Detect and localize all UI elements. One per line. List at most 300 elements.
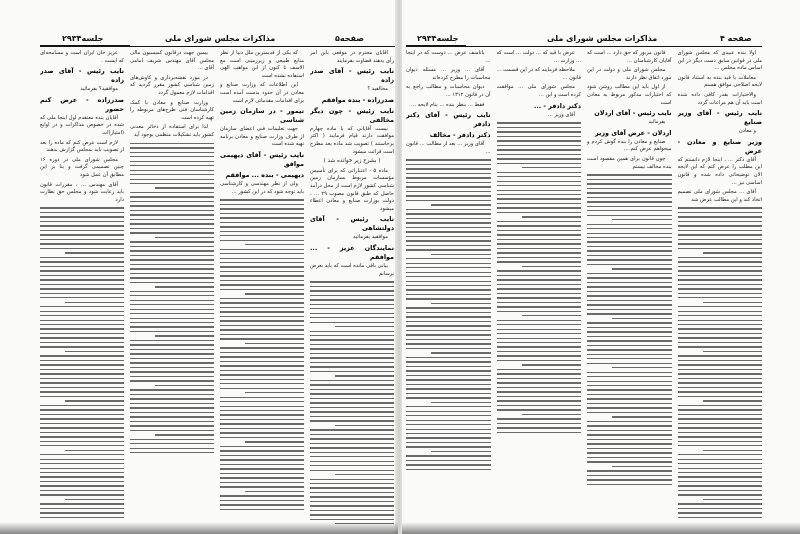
text-line bbox=[40, 207, 124, 208]
text-line bbox=[220, 401, 304, 402]
text-line bbox=[335, 474, 394, 475]
text-line bbox=[678, 288, 763, 289]
text-line bbox=[220, 406, 304, 407]
text-line bbox=[406, 249, 491, 250]
text-line bbox=[587, 286, 672, 287]
left-page bbox=[0, 0, 398, 534]
paragraph: ولی از نظر مهندسی و کارشناسی باید توجه شود که در این کشور ... bbox=[220, 180, 304, 195]
text-line bbox=[310, 322, 394, 323]
text-line bbox=[587, 345, 672, 346]
text-line bbox=[310, 348, 394, 349]
text-line bbox=[406, 312, 491, 313]
text-line bbox=[497, 136, 582, 137]
text-line bbox=[431, 451, 490, 452]
page-edge-shadow bbox=[402, 522, 800, 534]
paragraph: از اول باید این مطالب روشن شود که اختیارات مذکور مربوط به معادن است bbox=[587, 84, 672, 106]
header-rule bbox=[130, 46, 398, 47]
text-line bbox=[587, 188, 672, 189]
text-line bbox=[587, 295, 672, 296]
text-line bbox=[40, 427, 124, 428]
text-line bbox=[220, 226, 304, 227]
text-line bbox=[220, 450, 304, 451]
text-line bbox=[155, 187, 214, 188]
text-line bbox=[40, 346, 124, 347]
text-line bbox=[678, 279, 763, 280]
text-line bbox=[678, 485, 763, 486]
text-line bbox=[310, 407, 394, 408]
text-line bbox=[406, 442, 491, 443]
text-line bbox=[220, 383, 304, 384]
text-line bbox=[220, 262, 304, 263]
text-line bbox=[220, 334, 304, 335]
text-line bbox=[678, 216, 763, 217]
speaker-heading: نایب رئیس - آقای صدر زاده bbox=[40, 67, 124, 85]
text-line bbox=[678, 468, 763, 469]
text-line bbox=[155, 335, 214, 336]
text-line bbox=[130, 322, 214, 323]
text-line bbox=[587, 470, 672, 471]
text-line bbox=[612, 416, 671, 417]
text-line bbox=[406, 191, 491, 192]
text-line bbox=[612, 318, 671, 319]
text-line bbox=[155, 385, 214, 386]
text-line bbox=[587, 331, 672, 332]
text-line bbox=[497, 149, 582, 150]
text-line bbox=[497, 261, 582, 262]
text-line bbox=[155, 237, 214, 238]
text-line bbox=[40, 472, 124, 473]
left-page-columns bbox=[40, 50, 394, 524]
text-line bbox=[587, 452, 672, 453]
text-line bbox=[497, 158, 582, 159]
text-line bbox=[310, 402, 394, 403]
text-line bbox=[587, 385, 672, 386]
text-line bbox=[130, 313, 214, 314]
text-line bbox=[130, 183, 214, 184]
text-line bbox=[130, 210, 214, 211]
text-line bbox=[130, 179, 214, 180]
page-number: صفحه۵ bbox=[335, 34, 364, 43]
text-line bbox=[220, 365, 304, 366]
text-line bbox=[522, 315, 581, 316]
text-line bbox=[406, 370, 491, 371]
text-line bbox=[497, 400, 582, 401]
text-line bbox=[130, 300, 214, 301]
text-line bbox=[130, 304, 214, 305]
text-line bbox=[40, 243, 124, 244]
text-line bbox=[220, 356, 304, 357]
text-line bbox=[587, 439, 672, 440]
text-line bbox=[406, 339, 491, 340]
text-line bbox=[310, 299, 394, 300]
text-line bbox=[130, 421, 214, 422]
text-line bbox=[678, 248, 763, 249]
text-line bbox=[587, 448, 672, 449]
speaker-heading: تیمور - در سازمان زمین شناسی bbox=[220, 107, 304, 125]
text-line bbox=[587, 372, 672, 373]
text-line bbox=[130, 223, 214, 224]
text-line bbox=[220, 338, 304, 339]
text-line bbox=[310, 456, 394, 457]
text-line bbox=[497, 172, 582, 173]
text-line bbox=[220, 504, 304, 505]
text-line bbox=[678, 427, 763, 428]
text-line bbox=[587, 282, 672, 283]
text-line bbox=[40, 324, 124, 325]
text-line bbox=[310, 429, 394, 430]
text-line bbox=[220, 397, 304, 398]
text-line bbox=[40, 391, 124, 392]
text-line bbox=[130, 362, 214, 363]
text-line bbox=[497, 311, 582, 312]
text-line bbox=[130, 219, 214, 220]
text-line bbox=[40, 337, 124, 338]
text-line bbox=[130, 250, 214, 251]
text-line bbox=[497, 355, 582, 356]
text-line bbox=[310, 344, 394, 345]
text-line bbox=[220, 284, 304, 285]
text-line bbox=[678, 494, 763, 495]
paragraph: بفرمائید bbox=[648, 119, 666, 126]
text-line bbox=[497, 154, 582, 155]
paragraph: آقای ... وزیر ... مسئله دیوان محاسبات را مطرح کرده‌اند bbox=[406, 67, 491, 81]
text-line bbox=[220, 459, 304, 460]
text-line bbox=[587, 322, 672, 323]
text-line bbox=[220, 316, 304, 317]
text-line bbox=[310, 389, 394, 390]
text-line bbox=[587, 313, 672, 314]
text-line bbox=[678, 306, 763, 307]
text-line bbox=[497, 279, 582, 280]
text-line bbox=[678, 369, 763, 370]
text-line bbox=[220, 271, 304, 272]
text-line bbox=[678, 445, 763, 446]
text-line bbox=[406, 397, 491, 398]
text-line bbox=[497, 185, 582, 186]
text-line bbox=[220, 482, 304, 483]
text-line bbox=[703, 302, 762, 303]
text-line bbox=[678, 436, 763, 437]
text-line bbox=[703, 252, 762, 253]
text-line bbox=[220, 500, 304, 501]
text-line bbox=[220, 298, 304, 299]
text-line bbox=[497, 329, 582, 330]
text-line bbox=[130, 246, 214, 247]
text-line bbox=[40, 423, 124, 424]
text-line bbox=[40, 418, 124, 419]
column bbox=[310, 50, 394, 524]
text-line bbox=[678, 373, 763, 374]
text-line bbox=[40, 355, 124, 356]
text-line bbox=[406, 236, 491, 237]
text-line bbox=[406, 263, 491, 264]
text-line bbox=[406, 182, 491, 183]
text-line bbox=[587, 412, 672, 413]
text-line bbox=[406, 411, 491, 412]
text-line bbox=[612, 219, 671, 220]
text-line bbox=[220, 419, 304, 420]
text-line bbox=[678, 405, 763, 406]
text-line bbox=[130, 380, 214, 381]
text-line bbox=[497, 418, 582, 419]
speaker-heading: وزیر صنایع و معادن - عرض bbox=[677, 137, 762, 155]
text-line bbox=[310, 335, 394, 336]
text-line bbox=[310, 366, 394, 367]
text-line bbox=[130, 147, 214, 148]
text-line bbox=[497, 190, 582, 191]
speaker-heading: نایب رئیس - آقای دولتشاهی bbox=[310, 215, 394, 233]
text-line bbox=[678, 441, 763, 442]
text-line bbox=[245, 491, 304, 492]
text-line bbox=[40, 494, 124, 495]
text-line bbox=[678, 391, 763, 392]
text-line bbox=[335, 375, 394, 376]
text-line bbox=[310, 514, 394, 515]
text-line bbox=[310, 505, 394, 506]
text-line bbox=[310, 286, 394, 287]
text-line bbox=[587, 430, 672, 431]
text-line bbox=[406, 464, 491, 465]
text-line bbox=[587, 237, 672, 238]
speaker-heading: دیهیمی - بنده ... موافقم bbox=[225, 170, 304, 179]
text-line bbox=[497, 243, 582, 244]
paragraph: موافقید بفرمائید bbox=[353, 234, 388, 241]
text-line bbox=[497, 225, 582, 226]
speaker-heading: دکتر دادفر - مخالف bbox=[429, 131, 491, 140]
text-line bbox=[431, 204, 490, 205]
text-line bbox=[703, 400, 762, 401]
text-line bbox=[406, 245, 491, 246]
text-line bbox=[130, 264, 214, 265]
text-line bbox=[406, 357, 491, 358]
text-line bbox=[335, 326, 394, 327]
speaker-heading: نمایندگان عزیز - ... موافقم bbox=[310, 243, 394, 261]
text-line bbox=[406, 330, 491, 331]
text-line bbox=[130, 228, 214, 229]
text-line bbox=[310, 519, 394, 520]
text-line bbox=[406, 258, 491, 259]
text-line bbox=[406, 272, 491, 273]
text-line bbox=[220, 414, 304, 415]
text-line bbox=[40, 225, 124, 226]
text-line bbox=[678, 333, 763, 334]
text-line bbox=[406, 325, 491, 326]
text-line bbox=[310, 452, 394, 453]
text-line bbox=[497, 239, 582, 240]
text-line bbox=[678, 225, 763, 226]
text-line bbox=[220, 249, 304, 250]
text-line bbox=[130, 259, 214, 260]
speaker-heading: اردلان - عرض آقای وزیر bbox=[594, 128, 672, 137]
paragraph: مجلس شورای ملی و دولت در این مورد اتفاق نظر دارند bbox=[587, 67, 672, 81]
text-line bbox=[220, 258, 304, 259]
text-line bbox=[40, 512, 124, 513]
text-line bbox=[406, 446, 491, 447]
text-line bbox=[220, 280, 304, 281]
text-line bbox=[406, 366, 491, 367]
text-line bbox=[587, 210, 672, 211]
text-line bbox=[40, 432, 124, 433]
text-line bbox=[678, 270, 763, 271]
text-line bbox=[220, 423, 304, 424]
column bbox=[130, 50, 214, 524]
text-line bbox=[130, 214, 214, 215]
text-line bbox=[220, 374, 304, 375]
header-rule bbox=[40, 45, 130, 47]
paragraph: چون قانون برای همین مقصود است بنده مخالف نیستم bbox=[587, 155, 672, 170]
text-line bbox=[497, 288, 582, 289]
text-line bbox=[587, 403, 672, 404]
text-line bbox=[678, 346, 763, 347]
paragraph: در مورد نقشه‌برداری و کاوش‌های زمین شناسی کشور مقرر گردید که اقدامات لازم معمول گردد bbox=[130, 74, 214, 96]
text-line bbox=[587, 259, 672, 260]
column bbox=[40, 50, 124, 524]
paragraph: مخالفید ؟ bbox=[367, 86, 388, 93]
text-line bbox=[497, 427, 582, 428]
text-line bbox=[310, 487, 394, 488]
speaker-heading: دکتر دادفر - ... bbox=[533, 101, 581, 110]
right-page bbox=[402, 0, 800, 534]
text-line bbox=[497, 270, 582, 271]
text-line bbox=[130, 161, 214, 162]
paragraph: آقای وزیر ... bbox=[547, 111, 575, 118]
text-line bbox=[587, 457, 672, 458]
text-line bbox=[678, 459, 763, 460]
text-line bbox=[406, 281, 491, 282]
text-line bbox=[220, 437, 304, 438]
text-line bbox=[40, 275, 124, 276]
text-line bbox=[40, 409, 124, 410]
paragraph: که یکی از قدیمترین ملل دنیا از نظر منابع طبیعی و زیرزمینی است مع الاسف تا کنون از این مواهب الهی استفاده نشده است bbox=[220, 50, 304, 79]
text-line bbox=[406, 285, 491, 286]
text-line bbox=[497, 302, 582, 303]
text-line bbox=[587, 264, 672, 265]
text-line bbox=[587, 389, 672, 390]
text-line bbox=[587, 327, 672, 328]
text-line bbox=[587, 192, 672, 193]
text-line bbox=[155, 434, 214, 435]
text-line bbox=[220, 302, 304, 303]
text-line bbox=[587, 241, 672, 242]
text-line bbox=[130, 174, 214, 175]
text-line bbox=[406, 406, 491, 407]
text-line bbox=[40, 230, 124, 231]
text-line bbox=[40, 311, 124, 312]
text-line bbox=[310, 281, 394, 282]
text-line bbox=[587, 398, 672, 399]
text-line bbox=[130, 232, 214, 233]
text-line bbox=[40, 468, 124, 469]
text-line bbox=[40, 266, 124, 267]
text-line bbox=[130, 398, 214, 399]
text-line bbox=[40, 396, 124, 397]
text-line bbox=[130, 349, 214, 350]
text-line bbox=[130, 165, 214, 166]
text-line bbox=[40, 261, 124, 262]
text-line bbox=[220, 477, 304, 478]
paragraph: ملاحظه فرمایند که در این قسمت ... قانون ... bbox=[496, 67, 581, 81]
text-line bbox=[130, 295, 214, 296]
text-line bbox=[40, 481, 124, 482]
text-line bbox=[310, 416, 394, 417]
text-line bbox=[406, 375, 491, 376]
text-line bbox=[40, 284, 124, 285]
text-line bbox=[40, 248, 124, 249]
text-line bbox=[40, 476, 124, 477]
text-line bbox=[497, 194, 582, 195]
text-line bbox=[587, 376, 672, 377]
text-line bbox=[406, 177, 491, 178]
text-line bbox=[40, 342, 124, 343]
text-line bbox=[65, 302, 124, 303]
text-line bbox=[678, 418, 763, 419]
text-line bbox=[130, 205, 214, 206]
text-line bbox=[130, 196, 214, 197]
text-line bbox=[310, 465, 394, 466]
text-line bbox=[406, 424, 491, 425]
text-line bbox=[40, 328, 124, 329]
speaker-heading: نایب رئیس - آقای دیهیمی موافق bbox=[220, 150, 304, 168]
paragraph: معاملات با قید بنده به استناد قانون لایحه اصلاحی موافق هستم bbox=[677, 74, 762, 89]
text-line bbox=[678, 432, 763, 433]
text-line bbox=[406, 186, 491, 187]
text-line bbox=[40, 360, 124, 361]
text-line bbox=[678, 454, 763, 455]
text-line bbox=[406, 294, 491, 295]
text-line bbox=[497, 257, 582, 258]
text-line bbox=[678, 239, 763, 240]
text-line bbox=[587, 273, 672, 274]
text-line bbox=[497, 293, 582, 294]
text-line bbox=[497, 333, 582, 334]
page-edge-shadow bbox=[0, 522, 398, 534]
text-line bbox=[130, 331, 214, 332]
text-line bbox=[678, 221, 763, 222]
text-line bbox=[406, 455, 491, 456]
text-line bbox=[40, 387, 124, 388]
text-line bbox=[587, 340, 672, 341]
text-line bbox=[678, 512, 763, 513]
text-line bbox=[678, 387, 763, 388]
text-line bbox=[310, 411, 394, 412]
header-rule bbox=[466, 46, 762, 47]
text-line bbox=[406, 343, 491, 344]
text-line bbox=[310, 438, 394, 439]
text-line bbox=[678, 355, 763, 356]
text-line bbox=[130, 389, 214, 390]
text-line bbox=[130, 376, 214, 377]
paragraph: آقای ... مجلس شورای ملی تصمیم اتخاذ کند و این مطالب عرض شد bbox=[677, 189, 762, 203]
text-line bbox=[40, 216, 124, 217]
text-line bbox=[406, 388, 491, 389]
text-line bbox=[310, 447, 394, 448]
text-line bbox=[130, 439, 214, 440]
column bbox=[220, 50, 304, 524]
text-line bbox=[40, 382, 124, 383]
text-line bbox=[220, 455, 304, 456]
text-line bbox=[406, 437, 491, 438]
text-line bbox=[40, 445, 124, 446]
text-line bbox=[678, 409, 763, 410]
text-line bbox=[310, 308, 394, 309]
text-line bbox=[522, 414, 581, 415]
text-line bbox=[497, 212, 582, 213]
text-line bbox=[130, 403, 214, 404]
text-line bbox=[130, 452, 214, 453]
text-line bbox=[245, 441, 304, 442]
text-line bbox=[497, 405, 582, 406]
text-line bbox=[587, 309, 672, 310]
